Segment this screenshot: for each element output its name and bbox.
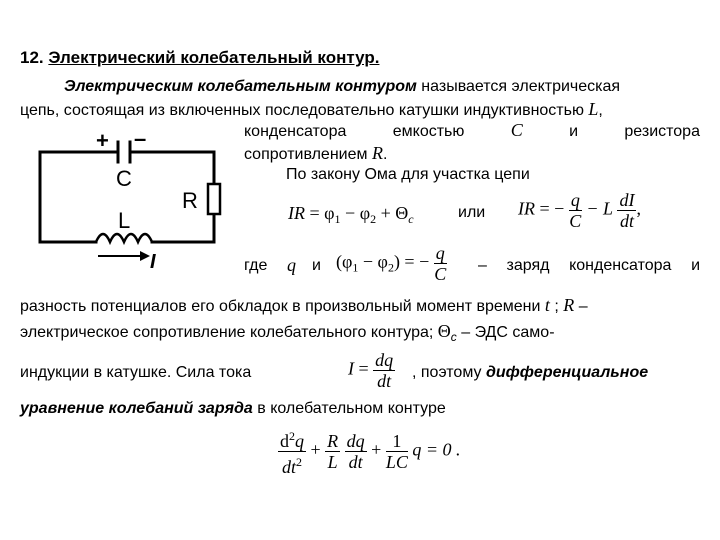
final-frac2: [325, 431, 340, 472]
w-i: и: [569, 123, 579, 140]
where-frac: [434, 243, 447, 284]
w-rezist: резистора: [624, 123, 700, 140]
where-rest: – заряд конденсатора и: [478, 257, 700, 274]
para-I: I: [348, 358, 354, 379]
eq2-C: C: [569, 211, 582, 231]
ohm-eq2: [518, 190, 641, 231]
w-emkost: емкостью: [392, 123, 465, 140]
eq2-dt: dt: [619, 211, 634, 231]
eq2-eq: = −: [535, 198, 565, 219]
eq1-lhs: IR: [288, 203, 305, 223]
intro-R: R: [371, 143, 383, 163]
cap-plus: +: [96, 128, 109, 153]
eq2-frac-qC: [569, 190, 582, 231]
intro-L: L: [588, 99, 599, 119]
intro-line-3: [244, 120, 700, 141]
ind-label: L: [118, 208, 131, 233]
f-dt2: dt: [281, 457, 296, 477]
intro-rest1: называется электрическая: [416, 78, 621, 95]
ohm-lead: По закону Ома для участка цепи: [286, 166, 530, 183]
para-line2b: – ЭДС само-: [456, 324, 555, 341]
where-close: ) = −: [393, 251, 430, 272]
final-frac1: [278, 426, 306, 477]
intro-dot: .: [382, 146, 388, 163]
where-q: q: [287, 255, 296, 275]
where-eq: [336, 243, 447, 284]
eq2-minusL: − L: [586, 198, 613, 219]
where-s1: 1: [352, 260, 359, 275]
f-R: R: [327, 431, 339, 451]
eq2-frac-dIdt: [617, 190, 636, 231]
para-line-1: [20, 295, 588, 316]
intro-comma: ,: [598, 102, 603, 119]
final-frac4: [386, 431, 408, 472]
f-d: d: [280, 431, 289, 451]
eq2-q: q: [570, 190, 580, 210]
ohm-eq1: [288, 203, 414, 227]
where-phi1: (φ: [336, 251, 353, 272]
w-konden: конденсатора: [244, 123, 347, 140]
para-line2a: электрическое сопротивление колебательного контура;: [20, 324, 438, 341]
eq1-phi2: − φ: [340, 203, 371, 223]
para-line4-term: уравнение колебаний заряда: [20, 400, 253, 417]
f-q: q: [295, 431, 304, 451]
para-Ieq: =: [354, 358, 374, 379]
f-plus1: +: [306, 439, 326, 460]
where-q2: q: [435, 243, 445, 263]
intro-line-2: [20, 99, 603, 120]
para-dq: dq: [375, 350, 394, 370]
f-tail: q = 0 .: [412, 439, 461, 460]
cap-label: C: [116, 166, 132, 191]
intro-line-1: [64, 78, 620, 96]
eq2-lhs: IR: [518, 198, 535, 219]
eq1-phi1: = φ: [305, 203, 335, 223]
intro-line4: сопротивлением: [244, 146, 372, 163]
para-line3b: , поэтому: [412, 364, 486, 381]
para-diff-term: дифференциальное: [485, 364, 649, 381]
f-dq: dq: [346, 431, 365, 451]
f-sq2: 2: [296, 455, 302, 469]
para-line1-text: разность потенциалов его обкладок в произвольный момент времени: [20, 298, 545, 315]
cap-minus: –: [134, 128, 147, 151]
para-line-4: [20, 400, 446, 418]
f-plus2: +: [366, 439, 386, 460]
para-dash: –: [574, 298, 588, 315]
para-line4-rest: в колебательном контуре: [252, 400, 446, 417]
heading: [20, 48, 379, 68]
para-t: t: [544, 295, 550, 315]
para-I-eq: [348, 350, 395, 391]
f-L: L: [327, 452, 338, 472]
cur-label: I: [150, 251, 156, 270]
para-line-2: [20, 321, 555, 344]
where-s2: 2: [387, 260, 394, 275]
eq2-comma: ,: [636, 198, 641, 219]
final-frac3: [345, 431, 367, 472]
para-line-3b: [412, 364, 648, 382]
eq1-s2: 2: [370, 212, 377, 226]
circuit-diagram: [30, 128, 240, 270]
f-one: 1: [386, 431, 408, 452]
f-sq: 2: [289, 429, 295, 443]
para-c: c: [450, 330, 457, 344]
intro-term: Электрическим колебательным контуром: [64, 78, 417, 95]
f-dt: dt: [348, 452, 363, 472]
eq2-dI: dI: [619, 190, 635, 210]
or-text: или: [458, 204, 486, 221]
intro-line2: цепь, состоящая из включенных последовательно катушки индуктивностью: [20, 102, 589, 119]
where-phi2: − φ: [358, 251, 388, 272]
eq1-s1: 1: [334, 212, 341, 226]
intro-line-4: [244, 143, 387, 164]
para-semi: ;: [549, 298, 564, 315]
eq1-sc: c: [408, 212, 414, 226]
para-line3a: индукции в катушке. Сила тока: [20, 364, 252, 381]
where-i: и: [312, 257, 321, 274]
inductor-symbol: [96, 234, 152, 242]
final-equation: [278, 426, 461, 477]
para-theta: Θ: [437, 321, 451, 341]
eq1-theta: + Θ: [376, 203, 409, 223]
where-gde: где: [244, 257, 268, 274]
w-C: C: [510, 120, 523, 140]
heading-number: 12.: [20, 48, 44, 67]
res-label: R: [182, 188, 198, 213]
para-frac: [373, 350, 395, 391]
where-C2: C: [434, 264, 447, 284]
resistor-symbol: [208, 184, 220, 214]
para-R: R: [563, 295, 575, 315]
heading-title: Электрический колебательный контур.: [48, 48, 380, 67]
para-dt: dt: [377, 371, 392, 391]
f-LC: LC: [385, 452, 408, 472]
